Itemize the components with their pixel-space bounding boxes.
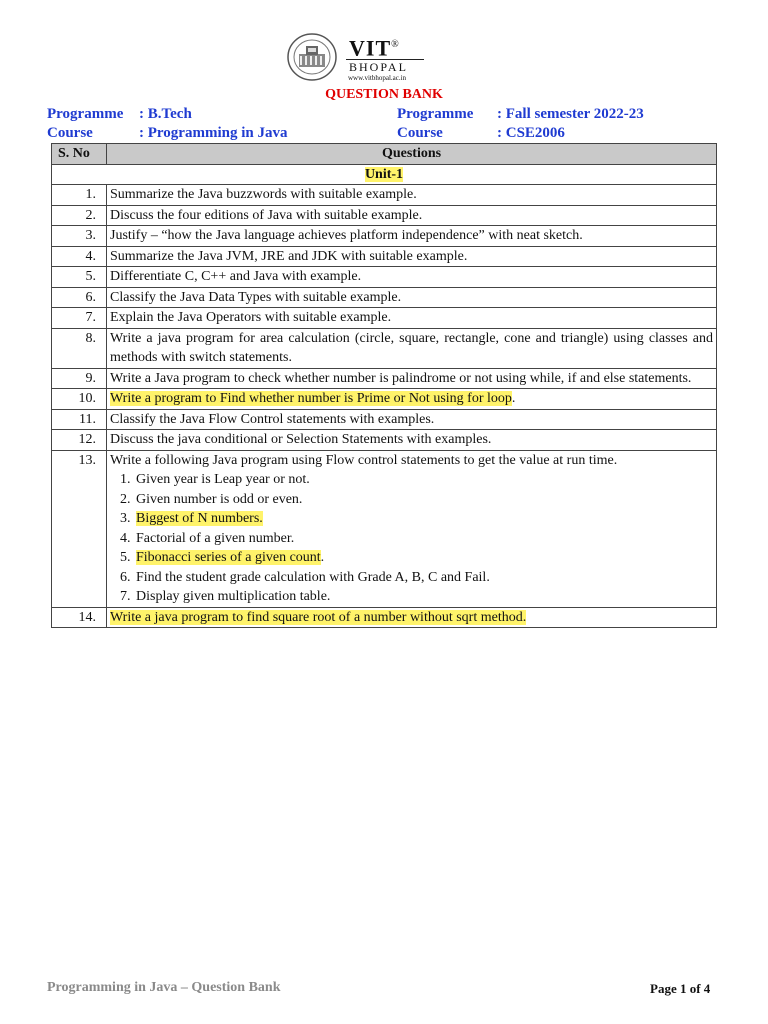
table-row — [52, 226, 717, 247]
table-row — [52, 409, 717, 430]
question-number: 14. — [52, 607, 107, 628]
table-row — [52, 607, 717, 628]
column-header-questions: Questions — [107, 144, 717, 165]
question-text: Summarize the Java JVM, JRE and JDK with suitable example. — [107, 246, 717, 267]
question-number: 2. — [52, 205, 107, 226]
sub-question-item — [134, 548, 713, 568]
sub-question-item — [134, 568, 713, 588]
table-row — [52, 308, 717, 329]
question-number: 11. — [52, 409, 107, 430]
programme-label: Programme — [47, 106, 124, 122]
table-row — [52, 328, 717, 368]
logo-name: VIT® — [349, 35, 400, 61]
unit-label: Unit-1 — [364, 166, 404, 182]
question-text: Justify – “how the Java language achieves platform independence” with neat sketch. — [107, 226, 717, 247]
sub-question-item — [134, 587, 713, 607]
logo-url: www.vitbhopal.ac.in — [348, 74, 407, 82]
question-cell — [107, 450, 717, 607]
question-text: Explain the Java Operators with suitable example. — [107, 308, 717, 329]
course-label: Course — [47, 125, 93, 141]
question-cell — [107, 389, 717, 410]
highlighted-sub-question-text: Fibonacci series of a given count — [136, 550, 321, 565]
registered-mark: ® — [391, 39, 400, 50]
question-number: 4. — [52, 246, 107, 267]
question-number: 9. — [52, 368, 107, 389]
table-row — [52, 267, 717, 288]
course-code-label: Course — [397, 125, 443, 141]
sub-question-item — [134, 490, 713, 510]
question-text: Differentiate C, C++ and Java with example. — [107, 267, 717, 288]
column-header-sno: S. No — [52, 144, 107, 165]
programme-value: : B.Tech — [139, 106, 192, 122]
table-row — [52, 450, 717, 607]
question-number: 10. — [52, 389, 107, 410]
unit-cell — [52, 164, 717, 185]
question-number: 6. — [52, 287, 107, 308]
table-row — [52, 205, 717, 226]
table-row — [52, 430, 717, 451]
footer-course-title: Programming in Java – Question Bank — [47, 980, 281, 995]
question-table — [51, 143, 717, 628]
table-header-row — [52, 144, 717, 165]
question-cell — [107, 607, 717, 628]
table-row — [52, 185, 717, 206]
highlighted-question-text: Write a program to Find whether number is Prime or Not using for loop — [110, 391, 512, 406]
unit-row — [52, 164, 717, 185]
table-row — [52, 368, 717, 389]
sub-question-text: Given year is Leap year or not. — [136, 472, 310, 487]
semester-label: Programme — [397, 106, 474, 122]
question-number: 5. — [52, 267, 107, 288]
question-text: Classify the Java Flow Control statements with examples. — [107, 409, 717, 430]
question-number: 1. — [52, 185, 107, 206]
question-text: Write a following Java program using Flow control statements to get the value at run time. — [110, 452, 618, 468]
question-number: 13. — [52, 450, 107, 607]
sub-question-text: Display given multiplication table. — [136, 589, 331, 604]
question-text: Write a java program for area calculation (circle, square, rectangle, cone and triangle) using classes and methods with switch statements. — [107, 328, 717, 368]
sub-question-text: Given number is odd or even. — [136, 491, 303, 507]
highlighted-sub-question-text: Biggest of N numbers. — [136, 511, 263, 526]
highlighted-question-text: Write a java program to find square root of a number without sqrt method. — [110, 609, 527, 625]
question-text-suffix: . — [511, 391, 516, 406]
question-text: Classify the Java Data Types with suitable example. — [107, 287, 717, 308]
sub-question-list — [110, 470, 713, 607]
question-text: Write a Java program to check whether number is palindrome or not using while, if and else statements. — [107, 368, 717, 389]
table-row — [52, 389, 717, 410]
course-value: : Programming in Java — [139, 125, 288, 141]
sub-question-suffix: . — [320, 550, 325, 565]
question-number: 3. — [52, 226, 107, 247]
question-number: 8. — [52, 328, 107, 368]
question-text: Discuss the four editions of Java with suitable example. — [107, 205, 717, 226]
sub-question-item — [134, 509, 713, 529]
question-text: Discuss the java conditional or Selection Statements with examples. — [107, 430, 717, 451]
document-title: QUESTION BANK — [325, 87, 443, 102]
sub-question-item — [134, 470, 713, 490]
question-number: 12. — [52, 430, 107, 451]
course-code-value: : CSE2006 — [497, 125, 565, 141]
logo-campus: BHOPAL — [349, 60, 408, 74]
university-seal-icon — [286, 32, 338, 82]
sub-question-text: Find the student grade calculation with Grade A, B, C and Fail. — [136, 569, 490, 585]
question-text: Summarize the Java buzzwords with suitable example. — [107, 185, 717, 206]
table-row — [52, 246, 717, 267]
question-number: 7. — [52, 308, 107, 329]
vit-bhopal-logo — [286, 32, 426, 82]
page-number: Page 1 of 4 — [650, 981, 711, 996]
sub-question-item — [134, 529, 713, 549]
table-row — [52, 287, 717, 308]
semester-value: : Fall semester 2022-23 — [497, 106, 644, 122]
sub-question-text: Factorial of a given number. — [136, 530, 295, 546]
